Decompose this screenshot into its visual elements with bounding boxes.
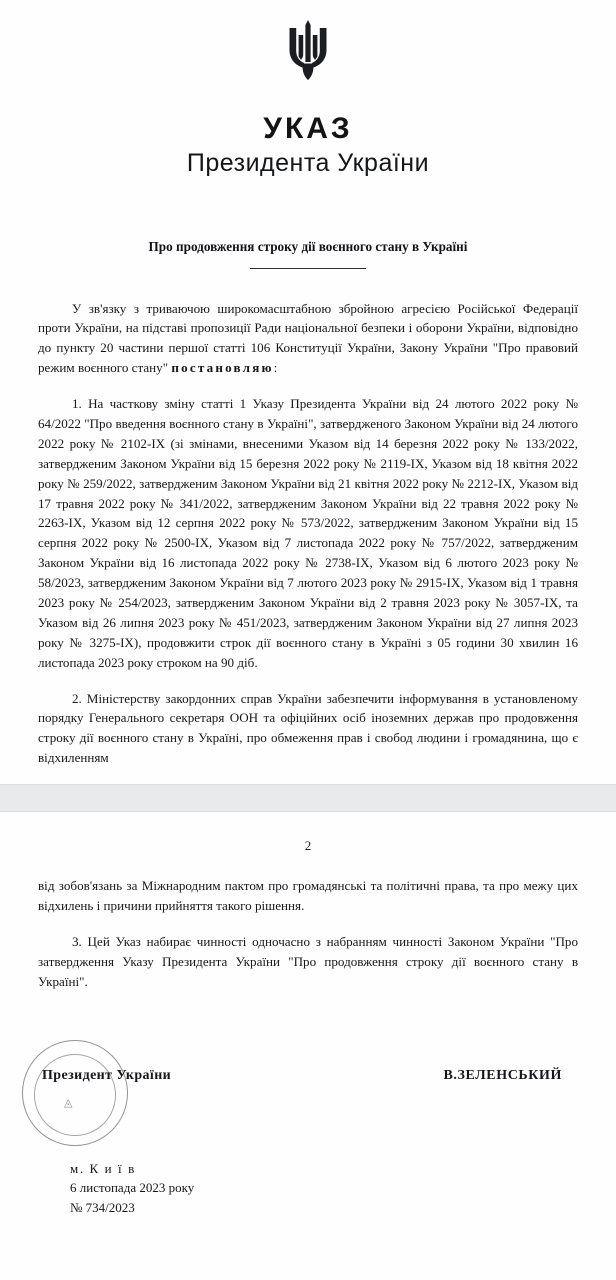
signature-role: Президент України	[42, 1067, 172, 1083]
paragraph-item-2-continued: від зобов'язань за Міжнародним пактом про громадянські та політичні права, та про межу цих відхилень і причини прийняття такого рішення.	[38, 878, 578, 914]
preamble-tail: :	[273, 360, 278, 376]
paragraph-item-3: 3. Цей Указ набирає чинності одночасно з набранням чинності Законом України "Про затвердження Указу Президента України "Про продовження строку дії воєнного стану в Україні".	[38, 933, 578, 989]
presidential-seal-inner-ring-icon	[34, 1054, 116, 1136]
document-subject: Про продовження строку дії воєнного стану в Україні	[148, 238, 468, 254]
footer-city: м. К и ї в	[70, 1160, 136, 1176]
footer-date: 6 листопада 2023 року	[70, 1180, 195, 1196]
document-body-page-1	[38, 299, 578, 769]
page-subtitle: Президента України	[186, 149, 430, 177]
preamble-emphasis: постановляю	[171, 360, 274, 376]
paragraph-item-1: 1. На часткову зміну статті 1 Указу Президента України від 24 лютого 2022 року № 64/2022 "Про введення воєнного стану в Україні", затвердженого Законом України від 24 лютого 2022 року № 2102-IX (зі змінами, внесеними Указом від 14 березня 2022 року № 133/2022, затвердженим Законом України від 15 березня 2022 року № 2119-IX, Указом від 18 квітня 2022 року № 259/2022, затвердженим Законом України від 21 квітня 2022 року № 2212-IX, Указом від 17 травня 2022 року № 341/2022, затвердженим Законом України від 22 травня 2022 року № 2263-IX, Указом від 12 серпня 2022 року № 573/2022, затвердженим Законом України від 15 серпня 2022 року № 2500-IX, Указом від 7 листопада 2022 року № 757/2022, затвердженим Законом України від 16 листопада 2022 року № 2738-IX, Указом від 6 лютого 2023 року № 58/2023, затвердженим Законом України від 7 лютого 2023 року № 2915-IX, Указом від 1 травня 2023 року № 254/2023, затвердженим Законом України від 2 травня 2023 року № 3057-IX, та Указом від 26 липня 2023 року № 451/2023, затвердженим Законом України від 27 липня 2023 року № 3275-IX), продовжити строк дії воєнного стану в Україні з 05 години 30 хвилин 16 листопада 2023 року строком на 90 діб.	[38, 396, 578, 670]
document-footer	[70, 1160, 578, 1219]
document-body-page-2	[38, 876, 578, 991]
preamble-lead: У зв'язку з триваючою широкомасштабною збройною агресією Російської Федерації проти України, на підставі пропозиції Ради національної безпеки і оборони України, відповідно до пункту 20 частини першої статті 106 Конституції України, Закону України "Про правовий режим воєнного стану"	[38, 300, 578, 376]
seal-trident-icon: ◬	[64, 1096, 73, 1109]
paragraph-item-2: 2. Міністерству закордонних справ України забезпечити інформування в установленому порядку Генерального секретаря ООН та офіційних осіб іноземних держав про продовження строку дії воєнного стану в Україні, про обмеження прав і свобод людини і громадянина, що є відхиленням	[38, 690, 578, 766]
page-break	[0, 784, 616, 812]
page-number: 2	[304, 838, 312, 854]
paragraph-preamble	[38, 299, 578, 379]
signature-role-container	[38, 1062, 181, 1109]
divider	[250, 268, 366, 269]
document-title-block	[0, 112, 616, 178]
page-title: УКАЗ	[263, 112, 353, 145]
footer-number: № 734/2023	[70, 1200, 135, 1216]
emblem-container	[0, 0, 616, 82]
signature-block	[38, 1044, 578, 1108]
signature-name: В.ЗЕЛЕНСЬКИЙ	[443, 1067, 562, 1083]
ukraine-trident-emblem	[285, 18, 331, 82]
